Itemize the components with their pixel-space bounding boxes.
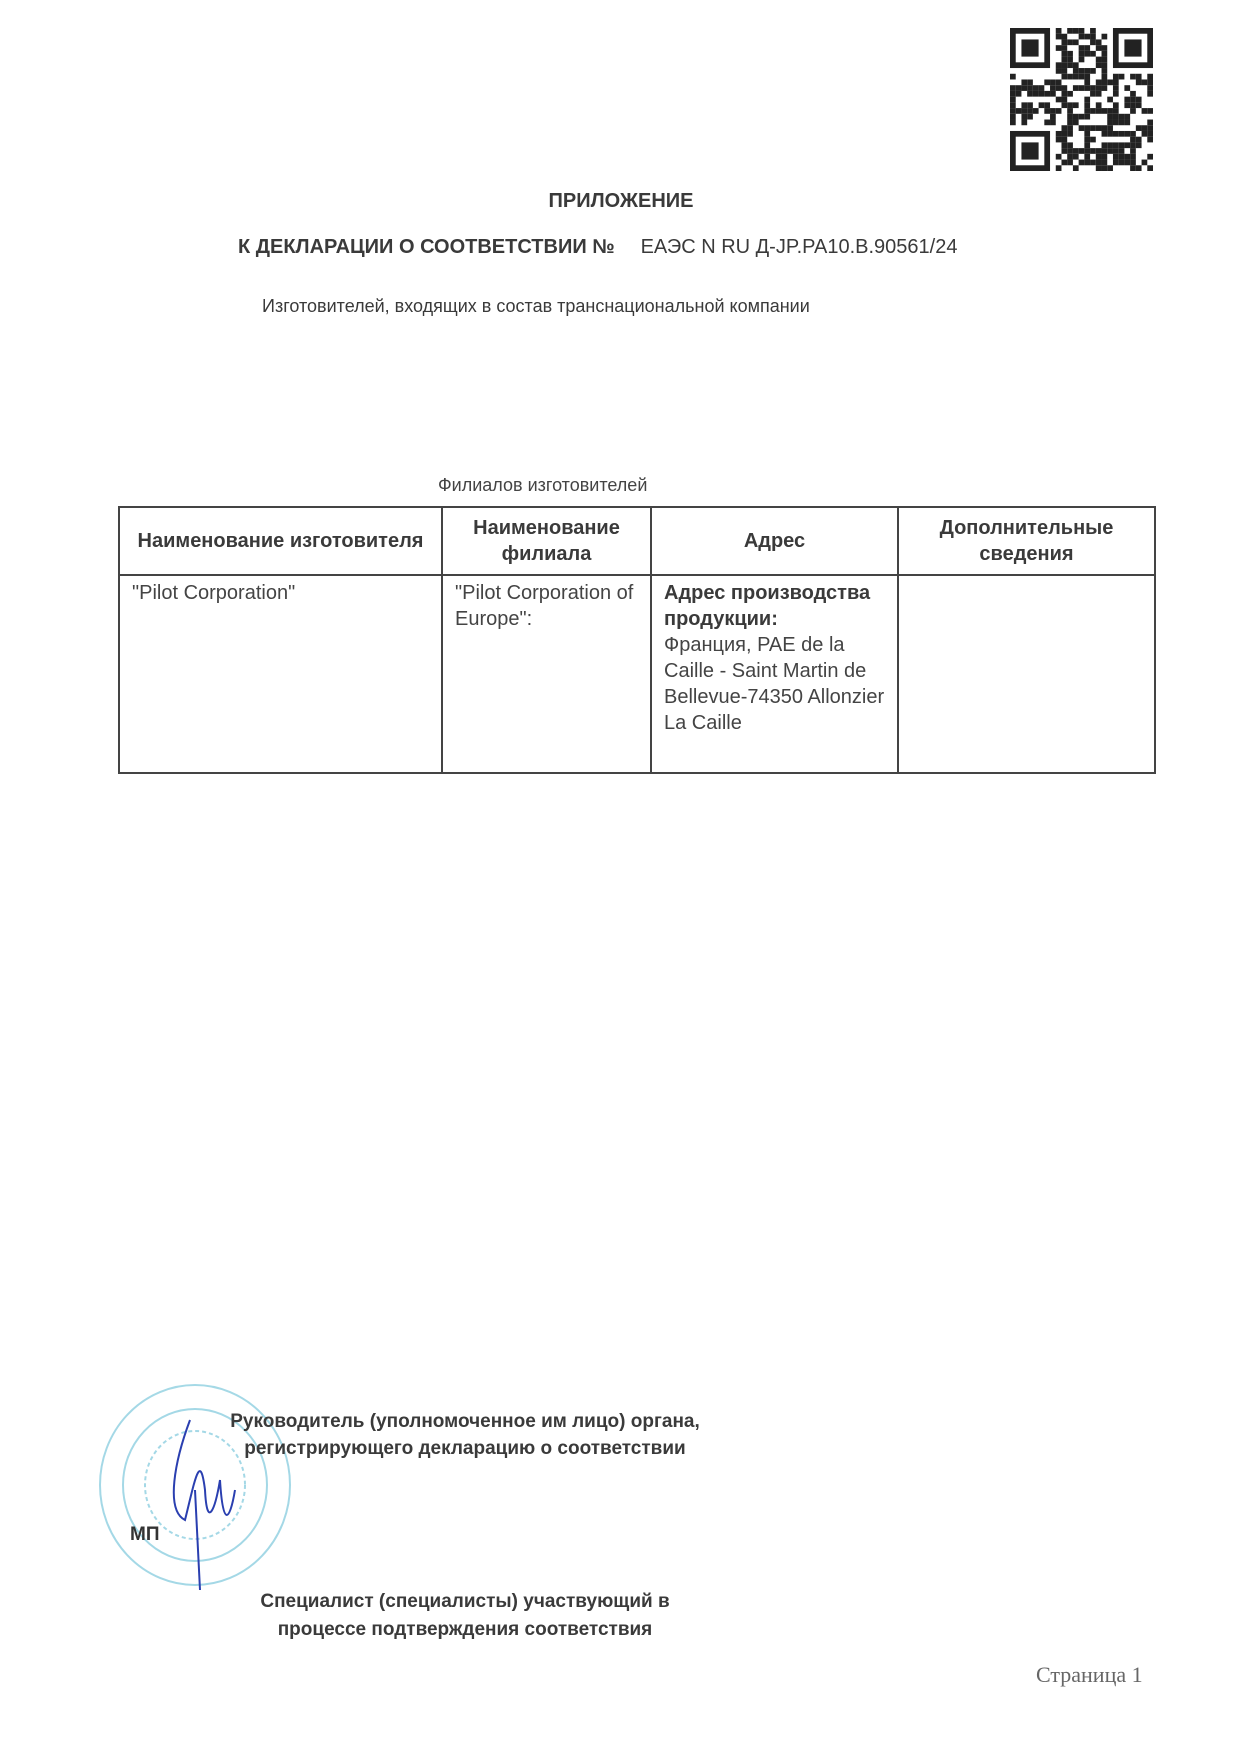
stamp-place-label: МП xyxy=(130,1524,160,1545)
column-header: Наименование изготовителя xyxy=(119,507,442,575)
branches-table xyxy=(118,506,1156,774)
declaration-label: К ДЕКЛАРАЦИИ О СООТВЕТСТВИИ № xyxy=(238,236,615,258)
branch-cell: "Pilot Corporation of Europe": xyxy=(442,575,651,773)
address-label: Адрес производства продукции: xyxy=(664,582,871,630)
page-number: Страница 1 xyxy=(1036,1662,1143,1687)
specialist-signature-label: Специалист (специалисты) участвующий в процессе подтверждения соответствия xyxy=(260,1591,670,1640)
address-text: Франция, PAE de la Caille - Saint Martin de Bellevue-74350 Allonzier La Caille xyxy=(664,634,885,734)
table-row xyxy=(119,575,1155,773)
table-header-row xyxy=(119,507,1155,575)
table-caption: Филиалов изготовителей xyxy=(438,475,648,495)
declaration-number: ЕАЭС N RU Д-JP.PA10.B.90561/24 xyxy=(640,236,958,258)
column-header: Адрес xyxy=(651,507,898,575)
manufacturer-cell: "Pilot Corporation" xyxy=(119,575,442,773)
address-cell xyxy=(651,575,898,773)
official-stamp xyxy=(95,1370,345,1600)
head-signature-label: Руководитель (уполномоченное им лицо) органа, регистрирующего декларацию о соответствии xyxy=(230,1411,700,1459)
document-subtitle: Изготовителей, входящих в состав транснациональной компании xyxy=(262,296,810,316)
document-title: ПРИЛОЖЕНИЕ xyxy=(548,190,694,212)
extra-cell xyxy=(898,575,1155,773)
qr-code xyxy=(1010,28,1153,171)
column-header: Дополнительные сведения xyxy=(898,507,1155,575)
declaration-heading xyxy=(238,236,957,259)
column-header: Наименование филиала xyxy=(442,507,651,575)
